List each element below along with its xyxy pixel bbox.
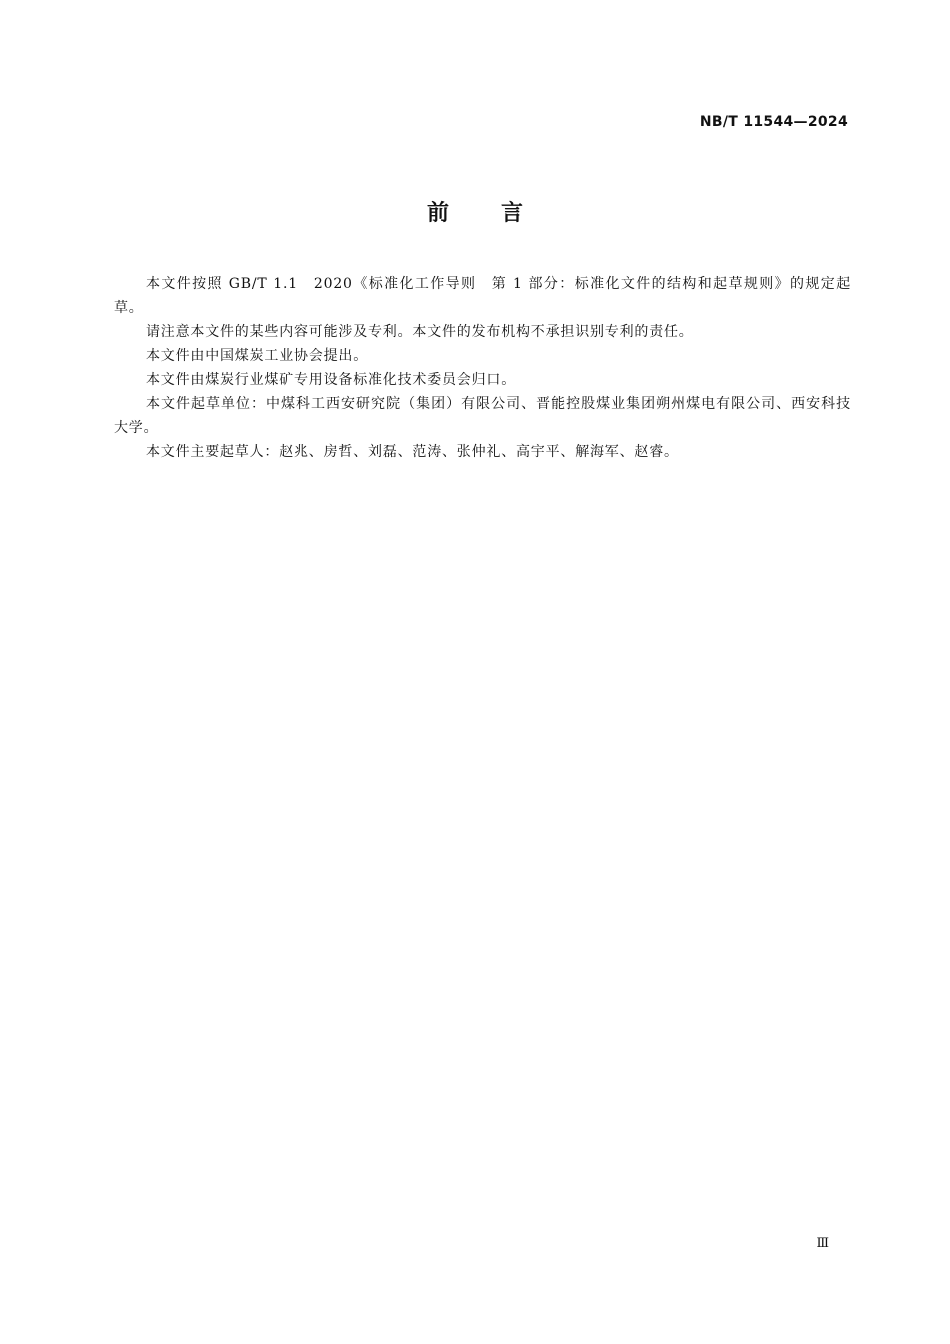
paragraph-drafting-rules: 本文件按照 GB/T 1.1 2020《标准化工作导则 第 1 部分：标准化文件的结构和起草规则》的规定起草。	[114, 276, 851, 316]
page-number: Ⅲ	[816, 1236, 829, 1251]
standard-number: NB/T 11544—2024	[699, 114, 848, 130]
paragraph-proposer: 本文件由中国煤炭工业协会提出。	[146, 348, 368, 364]
page-title-char-2: 言	[501, 201, 524, 226]
foreword-body	[114, 272, 851, 464]
paragraph-patent-notice: 请注意本文件的某些内容可能涉及专利。本文件的发布机构不承担识别专利的责任。	[146, 324, 694, 340]
paragraph-technical-committee: 本文件由煤炭行业煤矿专用设备标准化技术委员会归口。	[146, 372, 516, 388]
paragraph-drafting-units: 本文件起草单位：中煤科工西安研究院（集团）有限公司、晋能控股煤业集团朔州煤电有限公司、西安科技大学。	[114, 396, 851, 436]
page-title-char-1: 前	[426, 201, 449, 226]
page-title	[0, 196, 950, 227]
paragraph-drafters: 本文件主要起草人：赵兆、房哲、刘磊、范涛、张仲礼、高宇平、解海军、赵睿。	[146, 444, 679, 460]
